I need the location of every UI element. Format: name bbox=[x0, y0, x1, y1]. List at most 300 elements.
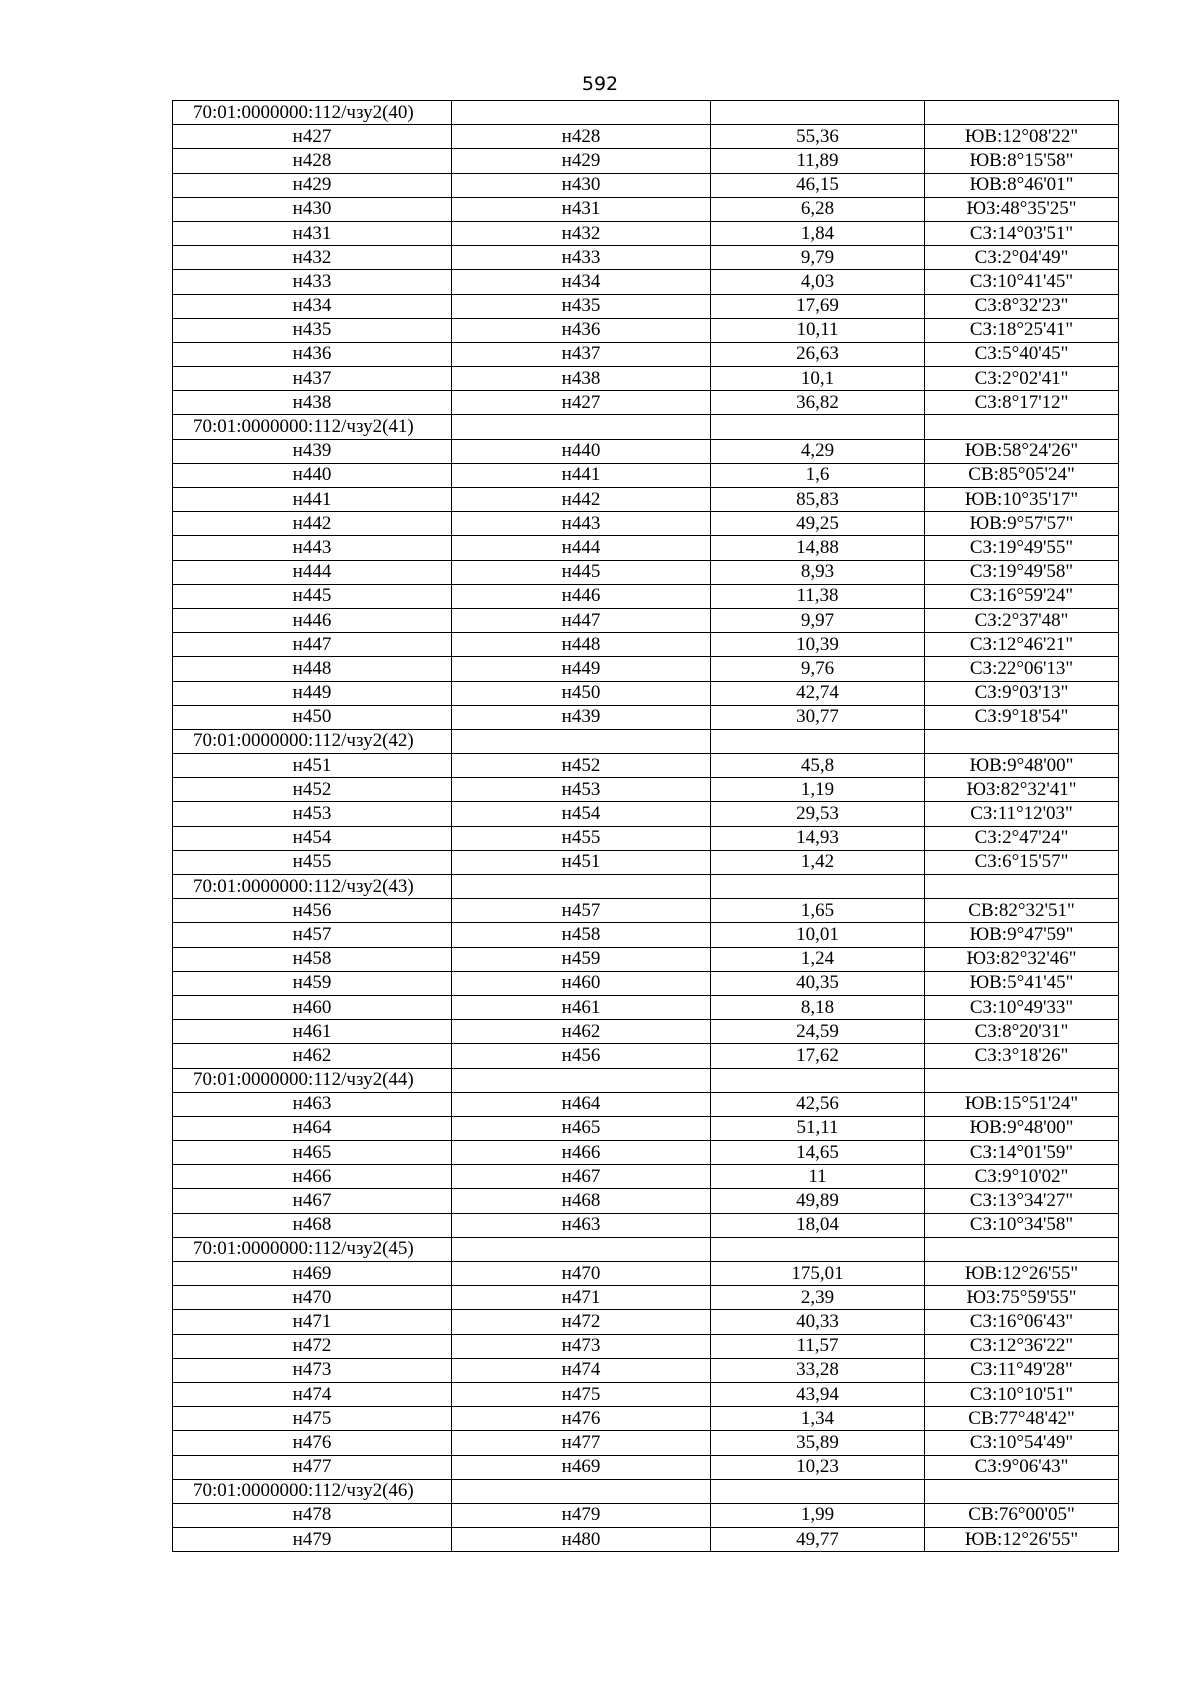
distance-cell: 1,99 bbox=[711, 1503, 925, 1527]
table-row bbox=[173, 1116, 1119, 1140]
table-row bbox=[173, 1262, 1119, 1286]
bearing-cell: СЗ:2°02'41" bbox=[925, 367, 1119, 391]
point-to-cell: н456 bbox=[452, 1044, 711, 1068]
empty-cell bbox=[711, 1237, 925, 1261]
empty-cell bbox=[925, 101, 1119, 125]
table-row bbox=[173, 1382, 1119, 1406]
point-to-cell: н442 bbox=[452, 488, 711, 512]
distance-cell: 18,04 bbox=[711, 1213, 925, 1237]
distance-cell: 1,19 bbox=[711, 778, 925, 802]
point-to-cell: н435 bbox=[452, 294, 711, 318]
distance-cell: 14,88 bbox=[711, 536, 925, 560]
distance-cell: 1,42 bbox=[711, 850, 925, 874]
distance-cell: 17,69 bbox=[711, 294, 925, 318]
point-to-cell: н474 bbox=[452, 1358, 711, 1382]
bearing-cell: СЗ:8°17'12" bbox=[925, 391, 1119, 415]
table-row bbox=[173, 1407, 1119, 1431]
point-from-cell: н432 bbox=[173, 246, 452, 270]
table-row bbox=[173, 778, 1119, 802]
point-from-cell: н475 bbox=[173, 1407, 452, 1431]
bearing-cell: СВ:85°05'24" bbox=[925, 463, 1119, 487]
table-row bbox=[173, 1310, 1119, 1334]
point-to-cell: н444 bbox=[452, 536, 711, 560]
bearing-cell: ЮВ:12°08'22" bbox=[925, 125, 1119, 149]
point-from-cell: н431 bbox=[173, 221, 452, 245]
distance-cell: 40,35 bbox=[711, 971, 925, 995]
point-to-cell: н472 bbox=[452, 1310, 711, 1334]
section-header-row bbox=[173, 1237, 1119, 1261]
distance-cell: 6,28 bbox=[711, 197, 925, 221]
bearing-cell: ЮВ:9°48'00" bbox=[925, 1116, 1119, 1140]
empty-cell bbox=[452, 1237, 711, 1261]
table-row bbox=[173, 270, 1119, 294]
point-from-cell: н447 bbox=[173, 633, 452, 657]
table-row bbox=[173, 439, 1119, 463]
distance-cell: 11,38 bbox=[711, 584, 925, 608]
bearing-cell: СЗ:9°18'54" bbox=[925, 705, 1119, 729]
table-row bbox=[173, 1503, 1119, 1527]
bearing-cell: СЗ:8°32'23" bbox=[925, 294, 1119, 318]
point-to-cell: н436 bbox=[452, 318, 711, 342]
table-row bbox=[173, 1455, 1119, 1479]
point-from-cell: н476 bbox=[173, 1431, 452, 1455]
point-from-cell: н430 bbox=[173, 197, 452, 221]
point-to-cell: н434 bbox=[452, 270, 711, 294]
point-from-cell: н457 bbox=[173, 923, 452, 947]
table-row bbox=[173, 536, 1119, 560]
distance-cell: 17,62 bbox=[711, 1044, 925, 1068]
bearing-cell: СЗ:10°49'33" bbox=[925, 995, 1119, 1019]
point-from-cell: н435 bbox=[173, 318, 452, 342]
point-from-cell: н470 bbox=[173, 1286, 452, 1310]
distance-cell: 10,39 bbox=[711, 633, 925, 657]
point-from-cell: н451 bbox=[173, 754, 452, 778]
empty-cell bbox=[711, 729, 925, 753]
bearing-cell: ЮЗ:82°32'41" bbox=[925, 778, 1119, 802]
point-from-cell: н452 bbox=[173, 778, 452, 802]
distance-cell: 11,89 bbox=[711, 149, 925, 173]
distance-cell: 45,8 bbox=[711, 754, 925, 778]
point-to-cell: н458 bbox=[452, 923, 711, 947]
bearing-cell: ЮВ:10°35'17" bbox=[925, 488, 1119, 512]
table-row bbox=[173, 1141, 1119, 1165]
distance-cell: 10,23 bbox=[711, 1455, 925, 1479]
point-from-cell: н438 bbox=[173, 391, 452, 415]
table-row bbox=[173, 318, 1119, 342]
bearing-cell: СЗ:10°54'49" bbox=[925, 1431, 1119, 1455]
section-header-row bbox=[173, 415, 1119, 439]
section-header-row bbox=[173, 1479, 1119, 1503]
bearing-cell: СЗ:12°46'21" bbox=[925, 633, 1119, 657]
table-row bbox=[173, 1431, 1119, 1455]
bearing-cell: СЗ:3°18'26" bbox=[925, 1044, 1119, 1068]
empty-cell bbox=[711, 875, 925, 899]
table-row bbox=[173, 971, 1119, 995]
point-from-cell: н453 bbox=[173, 802, 452, 826]
table-row bbox=[173, 560, 1119, 584]
section-header-row bbox=[173, 729, 1119, 753]
point-from-cell: н461 bbox=[173, 1020, 452, 1044]
point-to-cell: н428 bbox=[452, 125, 711, 149]
point-to-cell: н477 bbox=[452, 1431, 711, 1455]
empty-cell bbox=[452, 101, 711, 125]
point-from-cell: н441 bbox=[173, 488, 452, 512]
distance-cell: 42,56 bbox=[711, 1092, 925, 1116]
bearing-cell: СЗ:2°04'49" bbox=[925, 246, 1119, 270]
point-from-cell: н428 bbox=[173, 149, 452, 173]
distance-cell: 24,59 bbox=[711, 1020, 925, 1044]
point-from-cell: н445 bbox=[173, 584, 452, 608]
section-label: 70:01:0000000:112/чзу2(45) bbox=[173, 1237, 452, 1261]
point-to-cell: н479 bbox=[452, 1503, 711, 1527]
distance-cell: 33,28 bbox=[711, 1358, 925, 1382]
table-row bbox=[173, 1528, 1119, 1552]
section-header-row bbox=[173, 1068, 1119, 1092]
table-row bbox=[173, 1044, 1119, 1068]
point-from-cell: н450 bbox=[173, 705, 452, 729]
table-row bbox=[173, 367, 1119, 391]
bearing-cell: СЗ:11°49'28" bbox=[925, 1358, 1119, 1382]
point-to-cell: н438 bbox=[452, 367, 711, 391]
empty-cell bbox=[452, 1479, 711, 1503]
distance-cell: 49,25 bbox=[711, 512, 925, 536]
distance-cell: 4,03 bbox=[711, 270, 925, 294]
point-from-cell: н427 bbox=[173, 125, 452, 149]
point-from-cell: н472 bbox=[173, 1334, 452, 1358]
point-from-cell: н471 bbox=[173, 1310, 452, 1334]
point-from-cell: н466 bbox=[173, 1165, 452, 1189]
distance-cell: 42,74 bbox=[711, 681, 925, 705]
distance-cell: 1,34 bbox=[711, 1407, 925, 1431]
point-from-cell: н442 bbox=[173, 512, 452, 536]
empty-cell bbox=[925, 729, 1119, 753]
section-label: 70:01:0000000:112/чзу2(41) bbox=[173, 415, 452, 439]
point-from-cell: н460 bbox=[173, 995, 452, 1019]
bearing-cell: СЗ:16°06'43" bbox=[925, 1310, 1119, 1334]
empty-cell bbox=[711, 1068, 925, 1092]
distance-cell: 9,97 bbox=[711, 608, 925, 632]
empty-cell bbox=[452, 875, 711, 899]
point-from-cell: н436 bbox=[173, 342, 452, 366]
distance-cell: 43,94 bbox=[711, 1382, 925, 1406]
distance-cell: 1,24 bbox=[711, 947, 925, 971]
bearing-cell: ЮЗ:75°59'55" bbox=[925, 1286, 1119, 1310]
table-row bbox=[173, 681, 1119, 705]
distance-cell: 10,01 bbox=[711, 923, 925, 947]
coordinates-table-body bbox=[173, 101, 1119, 1552]
table-row bbox=[173, 488, 1119, 512]
bearing-cell: СЗ:5°40'45" bbox=[925, 342, 1119, 366]
point-from-cell: н467 bbox=[173, 1189, 452, 1213]
bearing-cell: ЮВ:58°24'26" bbox=[925, 439, 1119, 463]
page-number: 592 bbox=[581, 73, 619, 95]
bearing-cell: СЗ:13°34'27" bbox=[925, 1189, 1119, 1213]
bearing-cell: СЗ:9°10'02" bbox=[925, 1165, 1119, 1189]
point-to-cell: н457 bbox=[452, 899, 711, 923]
point-to-cell: н467 bbox=[452, 1165, 711, 1189]
point-from-cell: н444 bbox=[173, 560, 452, 584]
point-to-cell: н429 bbox=[452, 149, 711, 173]
bearing-cell: СЗ:9°03'13" bbox=[925, 681, 1119, 705]
bearing-cell: СЗ:19°49'58" bbox=[925, 560, 1119, 584]
point-to-cell: н437 bbox=[452, 342, 711, 366]
distance-cell: 9,76 bbox=[711, 657, 925, 681]
point-from-cell: н434 bbox=[173, 294, 452, 318]
bearing-cell: СЗ:12°36'22" bbox=[925, 1334, 1119, 1358]
distance-cell: 10,11 bbox=[711, 318, 925, 342]
bearing-cell: СЗ:2°47'24" bbox=[925, 826, 1119, 850]
point-to-cell: н432 bbox=[452, 221, 711, 245]
distance-cell: 1,84 bbox=[711, 221, 925, 245]
empty-cell bbox=[925, 875, 1119, 899]
bearing-cell: СЗ:18°25'41" bbox=[925, 318, 1119, 342]
table-row bbox=[173, 1189, 1119, 1213]
bearing-cell: СЗ:19°49'55" bbox=[925, 536, 1119, 560]
point-from-cell: н439 bbox=[173, 439, 452, 463]
distance-cell: 9,79 bbox=[711, 246, 925, 270]
point-from-cell: н459 bbox=[173, 971, 452, 995]
bearing-cell: СЗ:10°41'45" bbox=[925, 270, 1119, 294]
point-from-cell: н458 bbox=[173, 947, 452, 971]
bearing-cell: СЗ:10°10'51" bbox=[925, 1382, 1119, 1406]
point-from-cell: н446 bbox=[173, 608, 452, 632]
point-to-cell: н452 bbox=[452, 754, 711, 778]
empty-cell bbox=[452, 1068, 711, 1092]
bearing-cell: ЮВ:5°41'45" bbox=[925, 971, 1119, 995]
empty-cell bbox=[452, 415, 711, 439]
bearing-cell: ЮВ:8°46'01" bbox=[925, 173, 1119, 197]
point-to-cell: н433 bbox=[452, 246, 711, 270]
point-from-cell: н464 bbox=[173, 1116, 452, 1140]
point-to-cell: н466 bbox=[452, 1141, 711, 1165]
table-row bbox=[173, 923, 1119, 947]
table-row bbox=[173, 899, 1119, 923]
empty-cell bbox=[711, 1479, 925, 1503]
distance-cell: 14,93 bbox=[711, 826, 925, 850]
table-row bbox=[173, 826, 1119, 850]
point-from-cell: н455 bbox=[173, 850, 452, 874]
point-to-cell: н473 bbox=[452, 1334, 711, 1358]
point-to-cell: н463 bbox=[452, 1213, 711, 1237]
point-from-cell: н433 bbox=[173, 270, 452, 294]
table-row bbox=[173, 608, 1119, 632]
table-row bbox=[173, 512, 1119, 536]
point-to-cell: н453 bbox=[452, 778, 711, 802]
bearing-cell: ЮВ:15°51'24" bbox=[925, 1092, 1119, 1116]
point-to-cell: н465 bbox=[452, 1116, 711, 1140]
point-to-cell: н464 bbox=[452, 1092, 711, 1116]
section-label: 70:01:0000000:112/чзу2(46) bbox=[173, 1479, 452, 1503]
table-row bbox=[173, 1092, 1119, 1116]
point-to-cell: н431 bbox=[452, 197, 711, 221]
point-to-cell: н476 bbox=[452, 1407, 711, 1431]
distance-cell: 26,63 bbox=[711, 342, 925, 366]
point-to-cell: н451 bbox=[452, 850, 711, 874]
point-to-cell: н454 bbox=[452, 802, 711, 826]
point-from-cell: н463 bbox=[173, 1092, 452, 1116]
point-from-cell: н440 bbox=[173, 463, 452, 487]
table-row bbox=[173, 342, 1119, 366]
table-row bbox=[173, 754, 1119, 778]
bearing-cell: ЮВ:8°15'58" bbox=[925, 149, 1119, 173]
point-to-cell: н480 bbox=[452, 1528, 711, 1552]
table-row bbox=[173, 633, 1119, 657]
section-label: 70:01:0000000:112/чзу2(42) bbox=[173, 729, 452, 753]
bearing-cell: ЮВ:9°47'59" bbox=[925, 923, 1119, 947]
point-from-cell: н462 bbox=[173, 1044, 452, 1068]
point-from-cell: н429 bbox=[173, 173, 452, 197]
distance-cell: 14,65 bbox=[711, 1141, 925, 1165]
bearing-cell: СЗ:14°01'59" bbox=[925, 1141, 1119, 1165]
point-to-cell: н440 bbox=[452, 439, 711, 463]
point-from-cell: н449 bbox=[173, 681, 452, 705]
distance-cell: 11 bbox=[711, 1165, 925, 1189]
point-to-cell: н468 bbox=[452, 1189, 711, 1213]
distance-cell: 10,1 bbox=[711, 367, 925, 391]
distance-cell: 55,36 bbox=[711, 125, 925, 149]
bearing-cell: СВ:76°00'05" bbox=[925, 1503, 1119, 1527]
bearing-cell: ЮВ:12°26'55" bbox=[925, 1262, 1119, 1286]
bearing-cell: СЗ:16°59'24" bbox=[925, 584, 1119, 608]
distance-cell: 49,89 bbox=[711, 1189, 925, 1213]
distance-cell: 4,29 bbox=[711, 439, 925, 463]
section-label: 70:01:0000000:112/чзу2(43) bbox=[173, 875, 452, 899]
distance-cell: 36,82 bbox=[711, 391, 925, 415]
table-row bbox=[173, 197, 1119, 221]
point-from-cell: н437 bbox=[173, 367, 452, 391]
table-row bbox=[173, 391, 1119, 415]
bearing-cell: ЮВ:12°26'55" bbox=[925, 1528, 1119, 1552]
point-to-cell: н439 bbox=[452, 705, 711, 729]
table-row bbox=[173, 1286, 1119, 1310]
empty-cell bbox=[925, 415, 1119, 439]
point-to-cell: н449 bbox=[452, 657, 711, 681]
point-from-cell: н469 bbox=[173, 1262, 452, 1286]
bearing-cell: СЗ:9°06'43" bbox=[925, 1455, 1119, 1479]
section-header-row bbox=[173, 875, 1119, 899]
point-to-cell: н427 bbox=[452, 391, 711, 415]
distance-cell: 11,57 bbox=[711, 1334, 925, 1358]
point-to-cell: н461 bbox=[452, 995, 711, 1019]
table-row bbox=[173, 995, 1119, 1019]
distance-cell: 1,65 bbox=[711, 899, 925, 923]
table-row bbox=[173, 850, 1119, 874]
bearing-cell: СВ:82°32'51" bbox=[925, 899, 1119, 923]
distance-cell: 85,83 bbox=[711, 488, 925, 512]
bearing-cell: СЗ:22°06'13" bbox=[925, 657, 1119, 681]
table-row bbox=[173, 584, 1119, 608]
table-row bbox=[173, 802, 1119, 826]
point-to-cell: н441 bbox=[452, 463, 711, 487]
point-to-cell: н447 bbox=[452, 608, 711, 632]
table-row bbox=[173, 1358, 1119, 1382]
table-row bbox=[173, 705, 1119, 729]
table-row bbox=[173, 294, 1119, 318]
distance-cell: 29,53 bbox=[711, 802, 925, 826]
bearing-cell: СЗ:10°34'58" bbox=[925, 1213, 1119, 1237]
bearing-cell: СЗ:14°03'51" bbox=[925, 221, 1119, 245]
empty-cell bbox=[925, 1237, 1119, 1261]
table-row bbox=[173, 1020, 1119, 1044]
point-to-cell: н448 bbox=[452, 633, 711, 657]
table-row bbox=[173, 1213, 1119, 1237]
point-to-cell: н469 bbox=[452, 1455, 711, 1479]
point-to-cell: н443 bbox=[452, 512, 711, 536]
table-row bbox=[173, 463, 1119, 487]
table-row bbox=[173, 125, 1119, 149]
bearing-cell: СЗ:8°20'31" bbox=[925, 1020, 1119, 1044]
bearing-cell: СВ:77°48'42" bbox=[925, 1407, 1119, 1431]
point-to-cell: н450 bbox=[452, 681, 711, 705]
table-row bbox=[173, 1165, 1119, 1189]
table-row bbox=[173, 149, 1119, 173]
point-to-cell: н455 bbox=[452, 826, 711, 850]
bearing-cell: ЮВ:9°48'00" bbox=[925, 754, 1119, 778]
table-row bbox=[173, 657, 1119, 681]
distance-cell: 49,77 bbox=[711, 1528, 925, 1552]
point-to-cell: н459 bbox=[452, 947, 711, 971]
point-to-cell: н462 bbox=[452, 1020, 711, 1044]
distance-cell: 8,93 bbox=[711, 560, 925, 584]
empty-cell bbox=[711, 101, 925, 125]
table-row bbox=[173, 947, 1119, 971]
point-to-cell: н471 bbox=[452, 1286, 711, 1310]
point-from-cell: н468 bbox=[173, 1213, 452, 1237]
bearing-cell: ЮЗ:82°32'46" bbox=[925, 947, 1119, 971]
distance-cell: 175,01 bbox=[711, 1262, 925, 1286]
section-header-row bbox=[173, 101, 1119, 125]
distance-cell: 30,77 bbox=[711, 705, 925, 729]
distance-cell: 51,11 bbox=[711, 1116, 925, 1140]
distance-cell: 46,15 bbox=[711, 173, 925, 197]
point-from-cell: н474 bbox=[173, 1382, 452, 1406]
table-row bbox=[173, 173, 1119, 197]
coordinates-table bbox=[172, 100, 1119, 1552]
bearing-cell: СЗ:11°12'03" bbox=[925, 802, 1119, 826]
point-from-cell: н477 bbox=[173, 1455, 452, 1479]
point-from-cell: н478 bbox=[173, 1503, 452, 1527]
section-label: 70:01:0000000:112/чзу2(44) bbox=[173, 1068, 452, 1092]
empty-cell bbox=[452, 729, 711, 753]
distance-cell: 35,89 bbox=[711, 1431, 925, 1455]
empty-cell bbox=[711, 415, 925, 439]
empty-cell bbox=[925, 1068, 1119, 1092]
point-to-cell: н445 bbox=[452, 560, 711, 584]
point-to-cell: н470 bbox=[452, 1262, 711, 1286]
point-from-cell: н473 bbox=[173, 1358, 452, 1382]
section-label: 70:01:0000000:112/чзу2(40) bbox=[173, 101, 452, 125]
table-row bbox=[173, 221, 1119, 245]
point-to-cell: н430 bbox=[452, 173, 711, 197]
point-to-cell: н446 bbox=[452, 584, 711, 608]
point-from-cell: н479 bbox=[173, 1528, 452, 1552]
bearing-cell: ЮВ:9°57'57" bbox=[925, 512, 1119, 536]
bearing-cell: ЮЗ:48°35'25" bbox=[925, 197, 1119, 221]
point-to-cell: н475 bbox=[452, 1382, 711, 1406]
bearing-cell: СЗ:6°15'57" bbox=[925, 850, 1119, 874]
point-from-cell: н454 bbox=[173, 826, 452, 850]
point-from-cell: н465 bbox=[173, 1141, 452, 1165]
distance-cell: 8,18 bbox=[711, 995, 925, 1019]
distance-cell: 1,6 bbox=[711, 463, 925, 487]
table-row bbox=[173, 246, 1119, 270]
point-from-cell: н456 bbox=[173, 899, 452, 923]
table-row bbox=[173, 1334, 1119, 1358]
bearing-cell: СЗ:2°37'48" bbox=[925, 608, 1119, 632]
point-to-cell: н460 bbox=[452, 971, 711, 995]
empty-cell bbox=[925, 1479, 1119, 1503]
distance-cell: 40,33 bbox=[711, 1310, 925, 1334]
